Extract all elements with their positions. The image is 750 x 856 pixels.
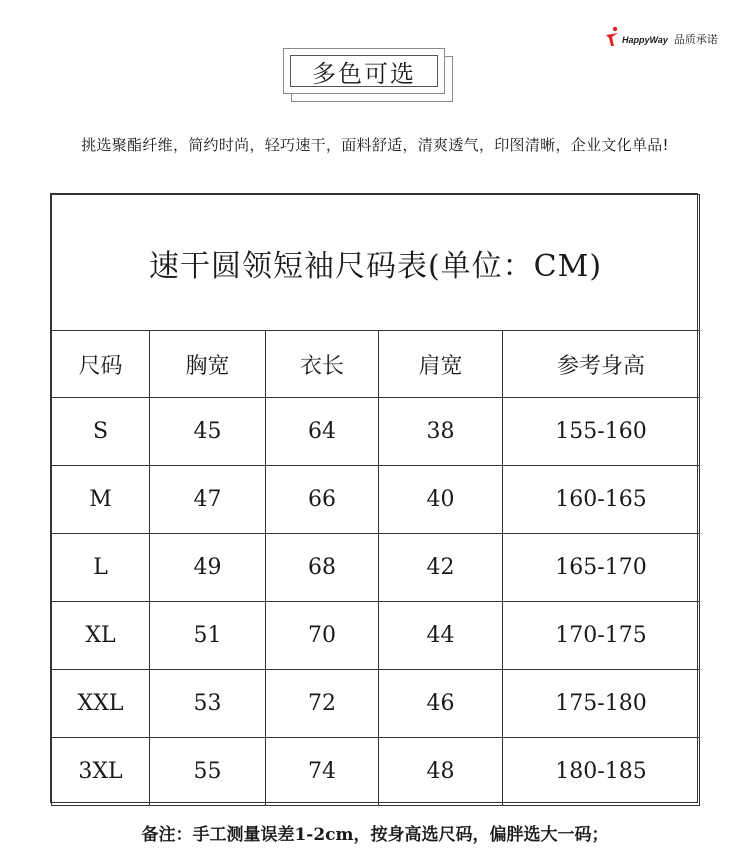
chest-cell: 47 <box>150 466 266 534</box>
length-cell: 66 <box>266 466 379 534</box>
header-length: 衣长 <box>266 331 379 398</box>
brand-logo <box>604 26 718 48</box>
size-cell: L <box>52 534 150 602</box>
chest-cell: 53 <box>150 670 266 738</box>
table-caption: 速干圆领短袖尺码表(单位：CM) <box>52 195 700 331</box>
header-size: 尺码 <box>52 331 150 398</box>
size-cell: S <box>52 398 150 466</box>
height-cell: 170-175 <box>503 602 700 670</box>
product-tagline: 挑选聚酯纤维，简约时尚，轻巧速干，面料舒适，清爽透气，印图清晰，企业文化单品! <box>81 136 669 154</box>
table-row <box>52 466 700 534</box>
table-row <box>52 398 700 466</box>
header-reference-height: 参考身高 <box>503 331 700 398</box>
height-cell: 165-170 <box>503 534 700 602</box>
size-cell: M <box>52 466 150 534</box>
title-frame-inner <box>290 55 438 87</box>
height-cell: 175-180 <box>503 670 700 738</box>
size-cell: XXL <box>52 670 150 738</box>
length-cell: 72 <box>266 670 379 738</box>
page-title: 多色可选 <box>312 59 416 88</box>
length-cell: 70 <box>266 602 379 670</box>
size-footnote: 备注：手工测量误差1-2cm，按身高选尺码，偏胖选大一码； <box>141 825 609 845</box>
table-caption-row <box>52 195 700 331</box>
header-shoulder-width: 肩宽 <box>379 331 503 398</box>
length-cell: 68 <box>266 534 379 602</box>
shoulder-cell: 40 <box>379 466 503 534</box>
brand-slogan: 品质承诺 <box>673 33 718 46</box>
shoulder-cell: 38 <box>379 398 503 466</box>
size-chart-table <box>50 193 698 803</box>
table-row <box>52 534 700 602</box>
header-chest-width: 胸宽 <box>150 331 266 398</box>
title-frame-front <box>283 48 445 94</box>
chest-cell: 55 <box>150 738 266 806</box>
brand-name: HappyWay <box>622 35 668 45</box>
table-row <box>52 738 700 806</box>
shoulder-cell: 46 <box>379 670 503 738</box>
size-cell: 3XL <box>52 738 150 806</box>
shoulder-cell: 44 <box>379 602 503 670</box>
table-row <box>52 602 700 670</box>
height-cell: 155-160 <box>503 398 700 466</box>
length-cell: 64 <box>266 398 379 466</box>
runner-logo-icon <box>604 26 620 48</box>
title-frame <box>283 48 453 102</box>
height-cell: 180-185 <box>503 738 700 806</box>
height-cell: 160-165 <box>503 466 700 534</box>
table-row <box>52 670 700 738</box>
chest-cell: 49 <box>150 534 266 602</box>
chest-cell: 45 <box>150 398 266 466</box>
shoulder-cell: 48 <box>379 738 503 806</box>
chest-cell: 51 <box>150 602 266 670</box>
size-cell: XL <box>52 602 150 670</box>
shoulder-cell: 42 <box>379 534 503 602</box>
table-header-row <box>52 331 700 398</box>
length-cell: 74 <box>266 738 379 806</box>
